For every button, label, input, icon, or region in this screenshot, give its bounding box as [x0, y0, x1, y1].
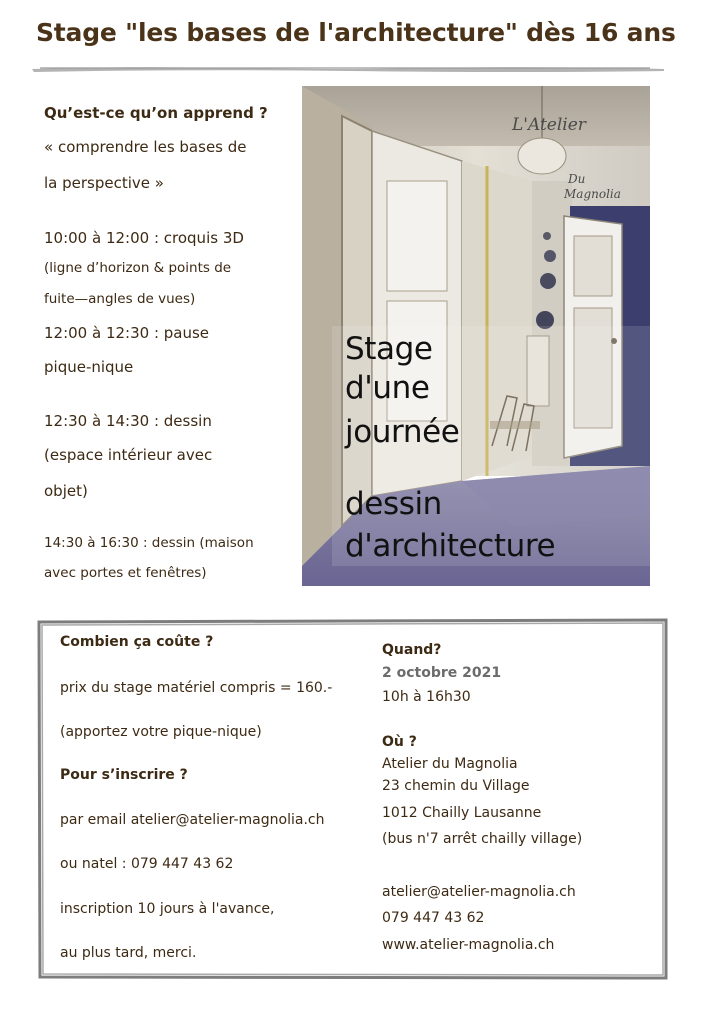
- deadline-line1: inscription 10 jours à l'avance,: [60, 901, 275, 917]
- slot2-time: 12:00 à 12:30 : pause: [44, 324, 210, 342]
- bus-info: (bus n'7 arrêt chailly village): [382, 831, 583, 847]
- overlay-line4: dessin: [345, 486, 442, 522]
- cost-heading: Combien ça coûte ?: [60, 634, 214, 650]
- slot3-detail1: (espace intérieur avec: [44, 446, 213, 464]
- slot2-detail: pique-nique: [44, 358, 134, 376]
- when-heading: Quand?: [382, 642, 442, 658]
- signup-email: par email atelier@atelier-magnolia.ch: [60, 812, 325, 828]
- slot1-detail1: (ligne d’horizon & points de: [44, 260, 232, 276]
- event-date: 2 octobre 2021: [382, 665, 502, 681]
- sign-text-line3: Magnolia: [564, 187, 621, 201]
- event-hours: 10h à 16h30: [382, 689, 471, 705]
- overlay-line1: Stage: [345, 331, 433, 367]
- venue-city: 1012 Chailly Lausanne: [382, 805, 542, 821]
- slot3-detail2: objet): [44, 482, 88, 500]
- slot3-time: 12:30 à 14:30 : dessin: [44, 412, 212, 430]
- venue-street: 23 chemin du Village: [382, 778, 530, 794]
- picnic-note: (apportez votre pique-nique): [60, 724, 262, 740]
- price-text: prix du stage matériel compris = 160.-: [60, 680, 333, 696]
- overlay-line5: d'architecture: [345, 528, 556, 564]
- info-box-frame: [36, 618, 668, 980]
- slot4-line2: avec portes et fenêtres): [44, 565, 207, 581]
- venue-name: Atelier du Magnolia: [382, 756, 518, 772]
- slot1-detail2: fuite—angles de vues): [44, 291, 196, 307]
- overlay-line3: journée: [345, 414, 460, 450]
- signup-phone: ou natel : 079 447 43 62: [60, 856, 234, 872]
- title-underline: [30, 64, 666, 74]
- signup-heading: Pour s’inscrire ?: [60, 767, 188, 783]
- sign-text-line1: L'Atelier: [512, 115, 586, 135]
- where-heading: Où ?: [382, 734, 417, 750]
- slot4-line1: 14:30 à 16:30 : dessin (maison: [44, 535, 254, 551]
- slot1-time: 10:00 à 12:00 : croquis 3D: [44, 229, 244, 247]
- program-intro-line1: « comprendre les bases de: [44, 138, 247, 156]
- page-title: Stage "les bases de l'architecture" dès 16 ans: [36, 18, 676, 47]
- program-heading: Qu’est-ce qu’on apprend ?: [44, 104, 268, 122]
- sign-text-line2: Du: [568, 172, 586, 186]
- website-link[interactable]: www.atelier-magnolia.ch: [382, 937, 555, 953]
- deadline-line2: au plus tard, merci.: [60, 945, 197, 961]
- program-intro-line2: la perspective »: [44, 174, 164, 192]
- contact-phone: 079 447 43 62: [382, 910, 485, 926]
- contact-email-link[interactable]: atelier@atelier-magnolia.ch: [382, 884, 576, 900]
- overlay-line2: d'une: [345, 370, 430, 406]
